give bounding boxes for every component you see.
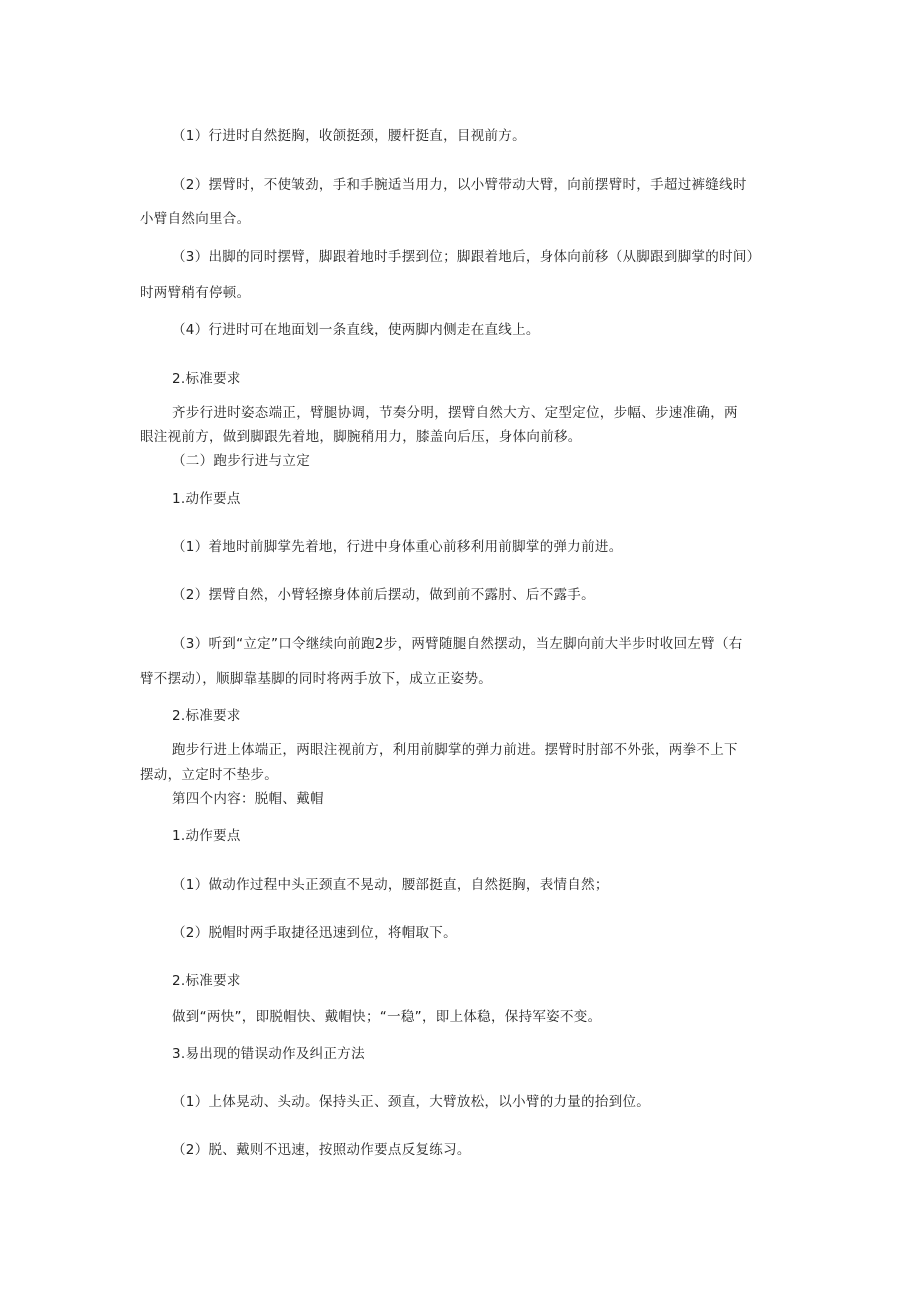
section-heading: （二）跑步行进与立定 bbox=[172, 453, 310, 469]
paragraph-line: （3）听到“立定”口令继续向前跑2步，两臂随腿自然摆动，当左脚向前大半步时收回左臂（右 bbox=[172, 636, 743, 652]
paragraph-line: 齐步行进时姿态端正，臂腿协调，节奏分明，摆臂自然大方、定型定位，步幅、步速准确，两 bbox=[172, 405, 738, 421]
paragraph-line: （2）脱、戴则不迅速，按照动作要点反复练习。 bbox=[172, 1142, 471, 1158]
paragraph-line: （1）做动作过程中头正颈直不晃动，腰部挺直，自然挺胸，表情自然； bbox=[172, 877, 609, 893]
section-heading: 1.动作要点 bbox=[172, 828, 241, 844]
section-heading: 第四个内容：脱帽、戴帽 bbox=[172, 791, 324, 807]
section-heading: 1.动作要点 bbox=[172, 491, 241, 507]
paragraph-line: （1）行进时自然挺胸，收颌挺颈，腰杆挺直，目视前方。 bbox=[172, 128, 526, 144]
section-heading: 2.标准要求 bbox=[172, 371, 241, 387]
paragraph-line: 眼注视前方，做到脚跟先着地，脚腕稍用力，膝盖向后压，身体向前移。 bbox=[140, 429, 582, 445]
paragraph-line: 小臂自然向里合。 bbox=[140, 211, 251, 227]
paragraph-line: 摆动，立定时不垫步。 bbox=[140, 767, 278, 783]
paragraph-line: （1）上体晃动、头动。保持头正、颈直，大臂放松，以小臂的力量的抬到位。 bbox=[172, 1094, 651, 1110]
section-heading: 2.标准要求 bbox=[172, 708, 241, 724]
paragraph-line: （2）脱帽时两手取捷径迅速到位，将帽取下。 bbox=[172, 925, 457, 941]
paragraph-line: 做到“两快”，即脱帽快、戴帽快；“一稳”，即上体稳，保持军姿不变。 bbox=[172, 1009, 602, 1025]
paragraph-line: （2）摆臂自然，小臂轻擦身体前后摆动，做到前不露肘、后不露手。 bbox=[172, 587, 595, 603]
paragraph-line: （3）出脚的同时摆臂，脚跟着地时手摆到位；脚跟着地后，身体向前移（从脚跟到脚掌的时间） bbox=[172, 249, 761, 265]
section-heading: 2.标准要求 bbox=[172, 973, 241, 989]
paragraph-line: （4）行进时可在地面划一条直线，使两脚内侧走在直线上。 bbox=[172, 322, 540, 338]
paragraph-line: （2）摆臂时，不使皱劲，手和手腕适当用力，以小臂带动大臂，向前摆臂时，手超过裤缝线时 bbox=[172, 177, 747, 193]
paragraph-line: 臂不摆动），顺脚靠基脚的同时将两手放下，成立正姿势。 bbox=[140, 671, 493, 687]
paragraph-line: （1）着地时前脚掌先着地，行进中身体重心前移利用前脚掌的弹力前进。 bbox=[172, 539, 623, 555]
paragraph-line: 跑步行进上体端正，两眼注视前方，利用前脚掌的弹力前进。摆臂时肘部不外张，两拳不上下 bbox=[172, 742, 738, 758]
paragraph-line: 时两臂稍有停顿。 bbox=[140, 285, 251, 301]
section-heading: 3.易出现的错误动作及纠正方法 bbox=[172, 1046, 365, 1062]
